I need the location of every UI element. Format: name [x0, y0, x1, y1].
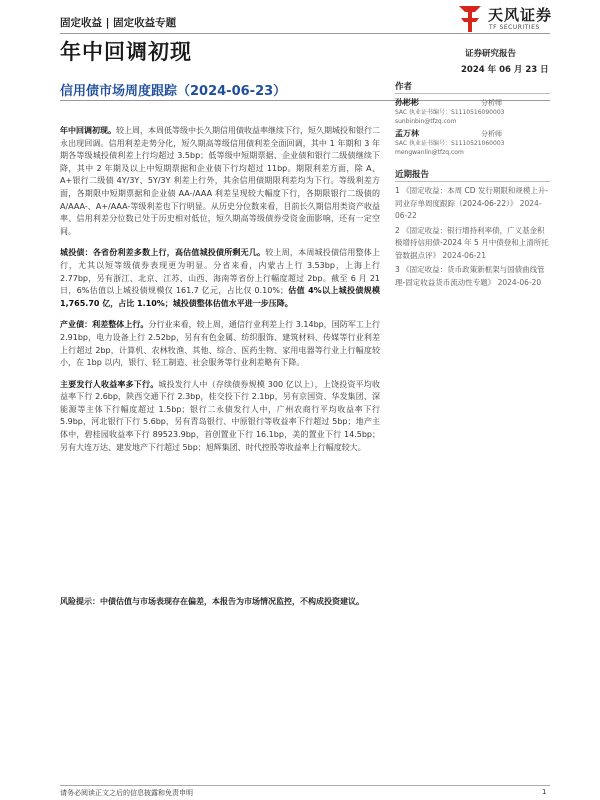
logo-mark-icon: [455, 2, 485, 36]
related-report-date: 2024-06-22: [395, 198, 542, 220]
authors-heading: 作者: [395, 82, 413, 92]
risk-warning: [60, 596, 380, 609]
section-lead: 主要发行人收益率多下行。: [60, 379, 159, 389]
section-lead: 产业债：利差整体上行。: [60, 320, 149, 330]
report-title: 年中回调初现: [60, 40, 192, 64]
related-report-item[interactable]: [395, 185, 550, 223]
sidebar: [395, 80, 550, 92]
related-heading: 近期报告: [395, 170, 430, 180]
risk-text: 中债估值与市场表现存在偏差，本报告为市场情况监控，不构成投资建议。: [100, 597, 364, 606]
section-chengtou: [60, 247, 380, 310]
author-role: 分析师: [481, 99, 502, 107]
report-subtitle: 信用债市场周度跟踪（2024-06-23）: [60, 84, 287, 99]
author-name: 孟万林: [395, 129, 419, 138]
logo-text-en: TF SECURITIES: [489, 24, 540, 31]
related-reports-list: [395, 185, 550, 289]
related-report-date: 2024-06-20: [497, 277, 542, 287]
footer-divider: [60, 785, 550, 786]
related-report-item[interactable]: [395, 225, 550, 263]
logo-text-cn: 天风证券: [488, 6, 553, 24]
section-lead: 城投债：各省份利差多数上行，高估值城投债所剩无几。: [60, 248, 266, 258]
risk-lead: 风险提示：: [60, 597, 100, 606]
section-text: 分行业来看，较上周，通信行业利差上行 3.14bp，国防军工上行 2.91bp，电力设备上行 2.52bp，另有有色金属、纺织服饰、建筑材料、传媒等行业利差上行超过 2bp，计算机、农林牧渔、其他、综合、医药生物、家用电器等行业上行幅度较小，在 1bp 以内，银行、轻工制造、社会服务等行业利差略有下降。: [60, 320, 381, 368]
author-role: 分析师: [481, 130, 502, 138]
related-report-date: 2024-06-21: [442, 250, 486, 260]
section-industry: [60, 319, 380, 369]
related-divider: [395, 181, 550, 182]
page-number: 1: [542, 788, 547, 796]
author-cert: SAC 执业证书编号：S1110516090003: [395, 109, 505, 116]
authors-divider: [395, 93, 550, 94]
related-report-title[interactable]: 1 《固定收益：本周 CD 发行期限和规模上升-同业存单周度跟踪（2024-06-22）》: [395, 186, 549, 208]
section-text: 较上周，本周城投债信用整体上行，尤其以短等级债券表现更为明显。分省来看，内蒙古上行 3.53bp，上海上行 2.77bp，另有浙江、北京、江苏、山西、海南等省份上行幅度超过 2bp。截至 6 月 21 日，6%估值以上城投债规模仅 161.7 亿元，占比仅 0.10%；: [60, 248, 381, 296]
author-cert: SAC 执业证书编号：S1110521060003: [395, 140, 505, 147]
author-email[interactable]: mengwanlin@tfzq.com: [395, 149, 464, 156]
header-divider: [60, 33, 550, 34]
section-tail: 估值 4%以上城投债规模 1,765.70 亿，占比 1.10%；城投债整体估值水平进一步压降。: [60, 286, 380, 308]
related-report-title[interactable]: 3 《固定收益：货币政策新框架与国债曲线管理-固定收益货币流动性专题》: [395, 265, 545, 287]
related-report-item[interactable]: [395, 264, 550, 289]
related-report-title[interactable]: 2 《固定收益：银行增持利率债，广义基金积极增持信用债-2024 年 5 月中债登和上清所托管数据点评》: [395, 225, 549, 260]
author-card: [395, 97, 550, 126]
author-card: [395, 128, 550, 157]
section-text: 城投发行人中（存续债券规模 300 亿以上），上饶投资平均收益率下行 2.6bp，陕西交通下行 2.3bp，桂交投下行 2.1bp，另有京国资、华发集团、深能源等主体下行幅度超过 1.5bp；银行二永债发行人中，广州农商行平均收益率下行 5.9bp，河北银行下行 5.6bp，另有青岛银行、中原银行等收益率下行超过 5bp；地产主体中，碧桂园收益率下行 89523.9bp，首创置业下行 16.1bp，美的置业下行 14.5bp；另有大连万达、建发地产下行超过 5bp；旭辉集团、时代控股等收益率上行幅度较大。: [60, 379, 381, 452]
main-content: [60, 125, 380, 463]
report-type: 证券研究报告: [465, 49, 517, 59]
section-lead: 年中回调初现。: [60, 126, 116, 135]
author-email[interactable]: sunbinbin@tfzq.com: [395, 118, 457, 125]
section-summary: [60, 125, 380, 238]
author-name: 孙彬彬: [395, 98, 419, 107]
report-date: 2024 年 06 月 23 日: [461, 65, 549, 75]
report-category: 固定收益 | 固定收益专题: [60, 17, 177, 29]
section-text: 较上周，本周低等级中长久期信用债收益率继续下行，短久期城投和银行二永出现回调。信用利差走势分化，短久期高等级信用债利差全面回调，其中 1 年期和 3 年期各等级城投债利差上行均超过 3.5bp；低等级中短期票据、企业债和银行二级债继续下降，其中 2 年期及以上中短期票据和企业债下行均超过 11bp。期限利差方面，除 A、A+银行二级债 4Y/3Y、5Y/3Y 利差上行外，其余信用债期限利差均为下行。等级利差方面，各期限中短期票据和企业债 AA-/AAA 利差呈现较大幅度下行，各期限银行二级债的 A/AAA-、A+/AAA-等级利差也下行明显。从历史分位数来看，目前长久期信用类资产收益率、信用利差分位数已处于历史相对低位，短久期高等级债券受资金面影响，还有一定空间。: [60, 126, 380, 236]
footer-disclaimer: 请务必阅读正文之后的信息披露和免责申明: [60, 789, 193, 797]
section-issuers: [60, 379, 380, 455]
related-reports-header: [395, 168, 550, 180]
